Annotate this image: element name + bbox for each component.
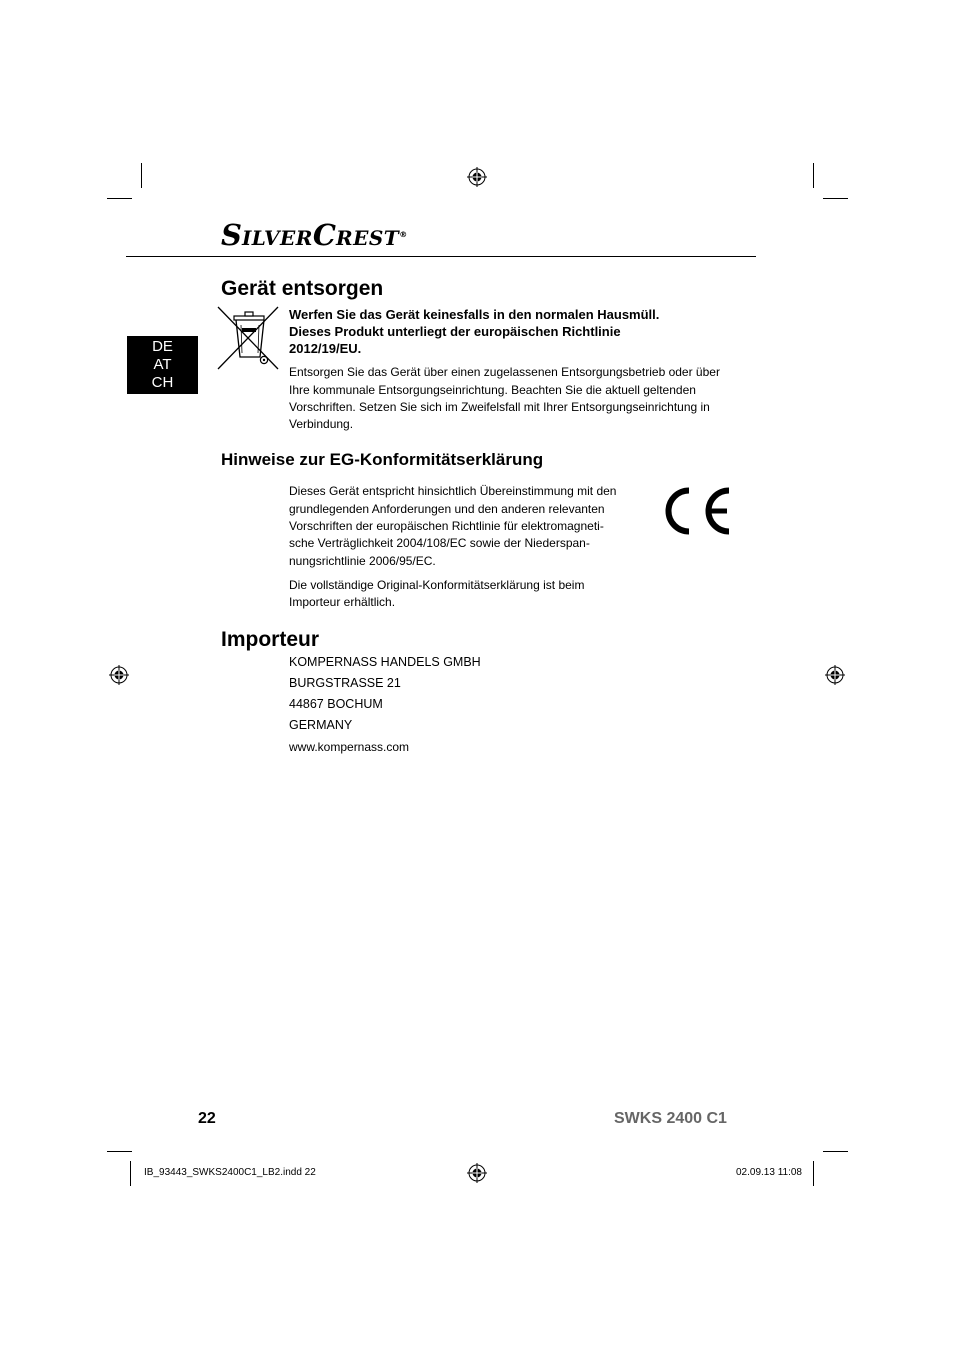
conformity-body-line: Vorschriften der europäischen Richtlinie für elektromagneti- (289, 519, 604, 533)
print-slug-datetime: 02.09.13 11:08 (736, 1167, 802, 1178)
brand-logo: SILVERCREST® (221, 218, 408, 252)
language-de: DE (152, 338, 173, 355)
conformity-body-line: Importeur erhältlich. (289, 595, 396, 609)
language-ch: CH (151, 374, 174, 391)
section-title-conformity: Hinweise zur EG-Konformitätserklärung (221, 450, 544, 469)
importer-website-link[interactable]: www.kompernass.com (289, 740, 410, 754)
importer-address-line: KOMPERNASS HANDELS GMBH (289, 655, 481, 669)
conformity-body-line: sche Verträglichkeit 2004/108/EC sowie der Niederspan- (289, 536, 590, 550)
crop-mark (141, 163, 142, 188)
model-number: SWKS 2400 C1 (614, 1110, 727, 1127)
conformity-body-line: Die vollständige Original-Konformitätserklärung ist beim (289, 578, 585, 592)
ce-mark-icon (655, 485, 733, 537)
registration-mark-icon (467, 1163, 487, 1183)
crossed-out-wheelie-bin-icon (216, 305, 281, 372)
registration-mark-icon (109, 665, 129, 685)
disposal-body-line: Entsorgen Sie das Gerät über einen zugelassenen Entsorgungsbetrieb oder über (289, 365, 720, 379)
crop-mark (107, 198, 132, 199)
crop-mark (130, 1161, 131, 1186)
crop-mark (823, 198, 848, 199)
print-slug-file: IB_93443_SWKS2400C1_LB2.indd 22 (144, 1167, 316, 1178)
disposal-warning-line: Werfen Sie das Gerät keinesfalls in den normalen Hausmüll. (289, 307, 660, 322)
disposal-warning-line: 2012/19/EU. (289, 341, 362, 356)
disposal-warning-line: Dieses Produkt unterliegt der europäischen Richtlinie (289, 324, 621, 339)
section-title-disposal: Gerät entsorgen (221, 277, 384, 300)
crop-mark (107, 1151, 132, 1152)
conformity-body-line: Dieses Gerät entspricht hinsichtlich Übereinstimmung mit den (289, 484, 617, 498)
crop-mark (823, 1151, 848, 1152)
importer-address-line: GERMANY (289, 718, 353, 732)
header-rule (126, 256, 756, 257)
crop-mark (813, 163, 814, 188)
language-tab (127, 336, 198, 394)
importer-address-line: 44867 BOCHUM (289, 697, 383, 711)
conformity-body-line: grundlegenden Anforderungen und den anderen relevanten (289, 502, 605, 516)
disposal-body-line: Ihre kommunale Entsorgungseinrichtung. Beachten Sie die aktuell geltenden (289, 383, 696, 397)
importer-address-line: BURGSTRASSE 21 (289, 676, 401, 690)
registration-mark-icon (467, 167, 487, 187)
registration-mark-icon (825, 665, 845, 685)
disposal-body-line: Verbindung. (289, 417, 354, 431)
conformity-body-line: nungsrichtlinie 2006/95/EC. (289, 554, 436, 568)
disposal-body-line: Vorschriften. Setzen Sie sich im Zweifelsfall mit Ihrer Entsorgungseinrichtung in (289, 400, 710, 414)
section-title-importer: Importeur (221, 628, 320, 651)
crop-mark (813, 1161, 814, 1186)
language-at: AT (153, 356, 172, 373)
page-number: 22 (198, 1110, 216, 1127)
